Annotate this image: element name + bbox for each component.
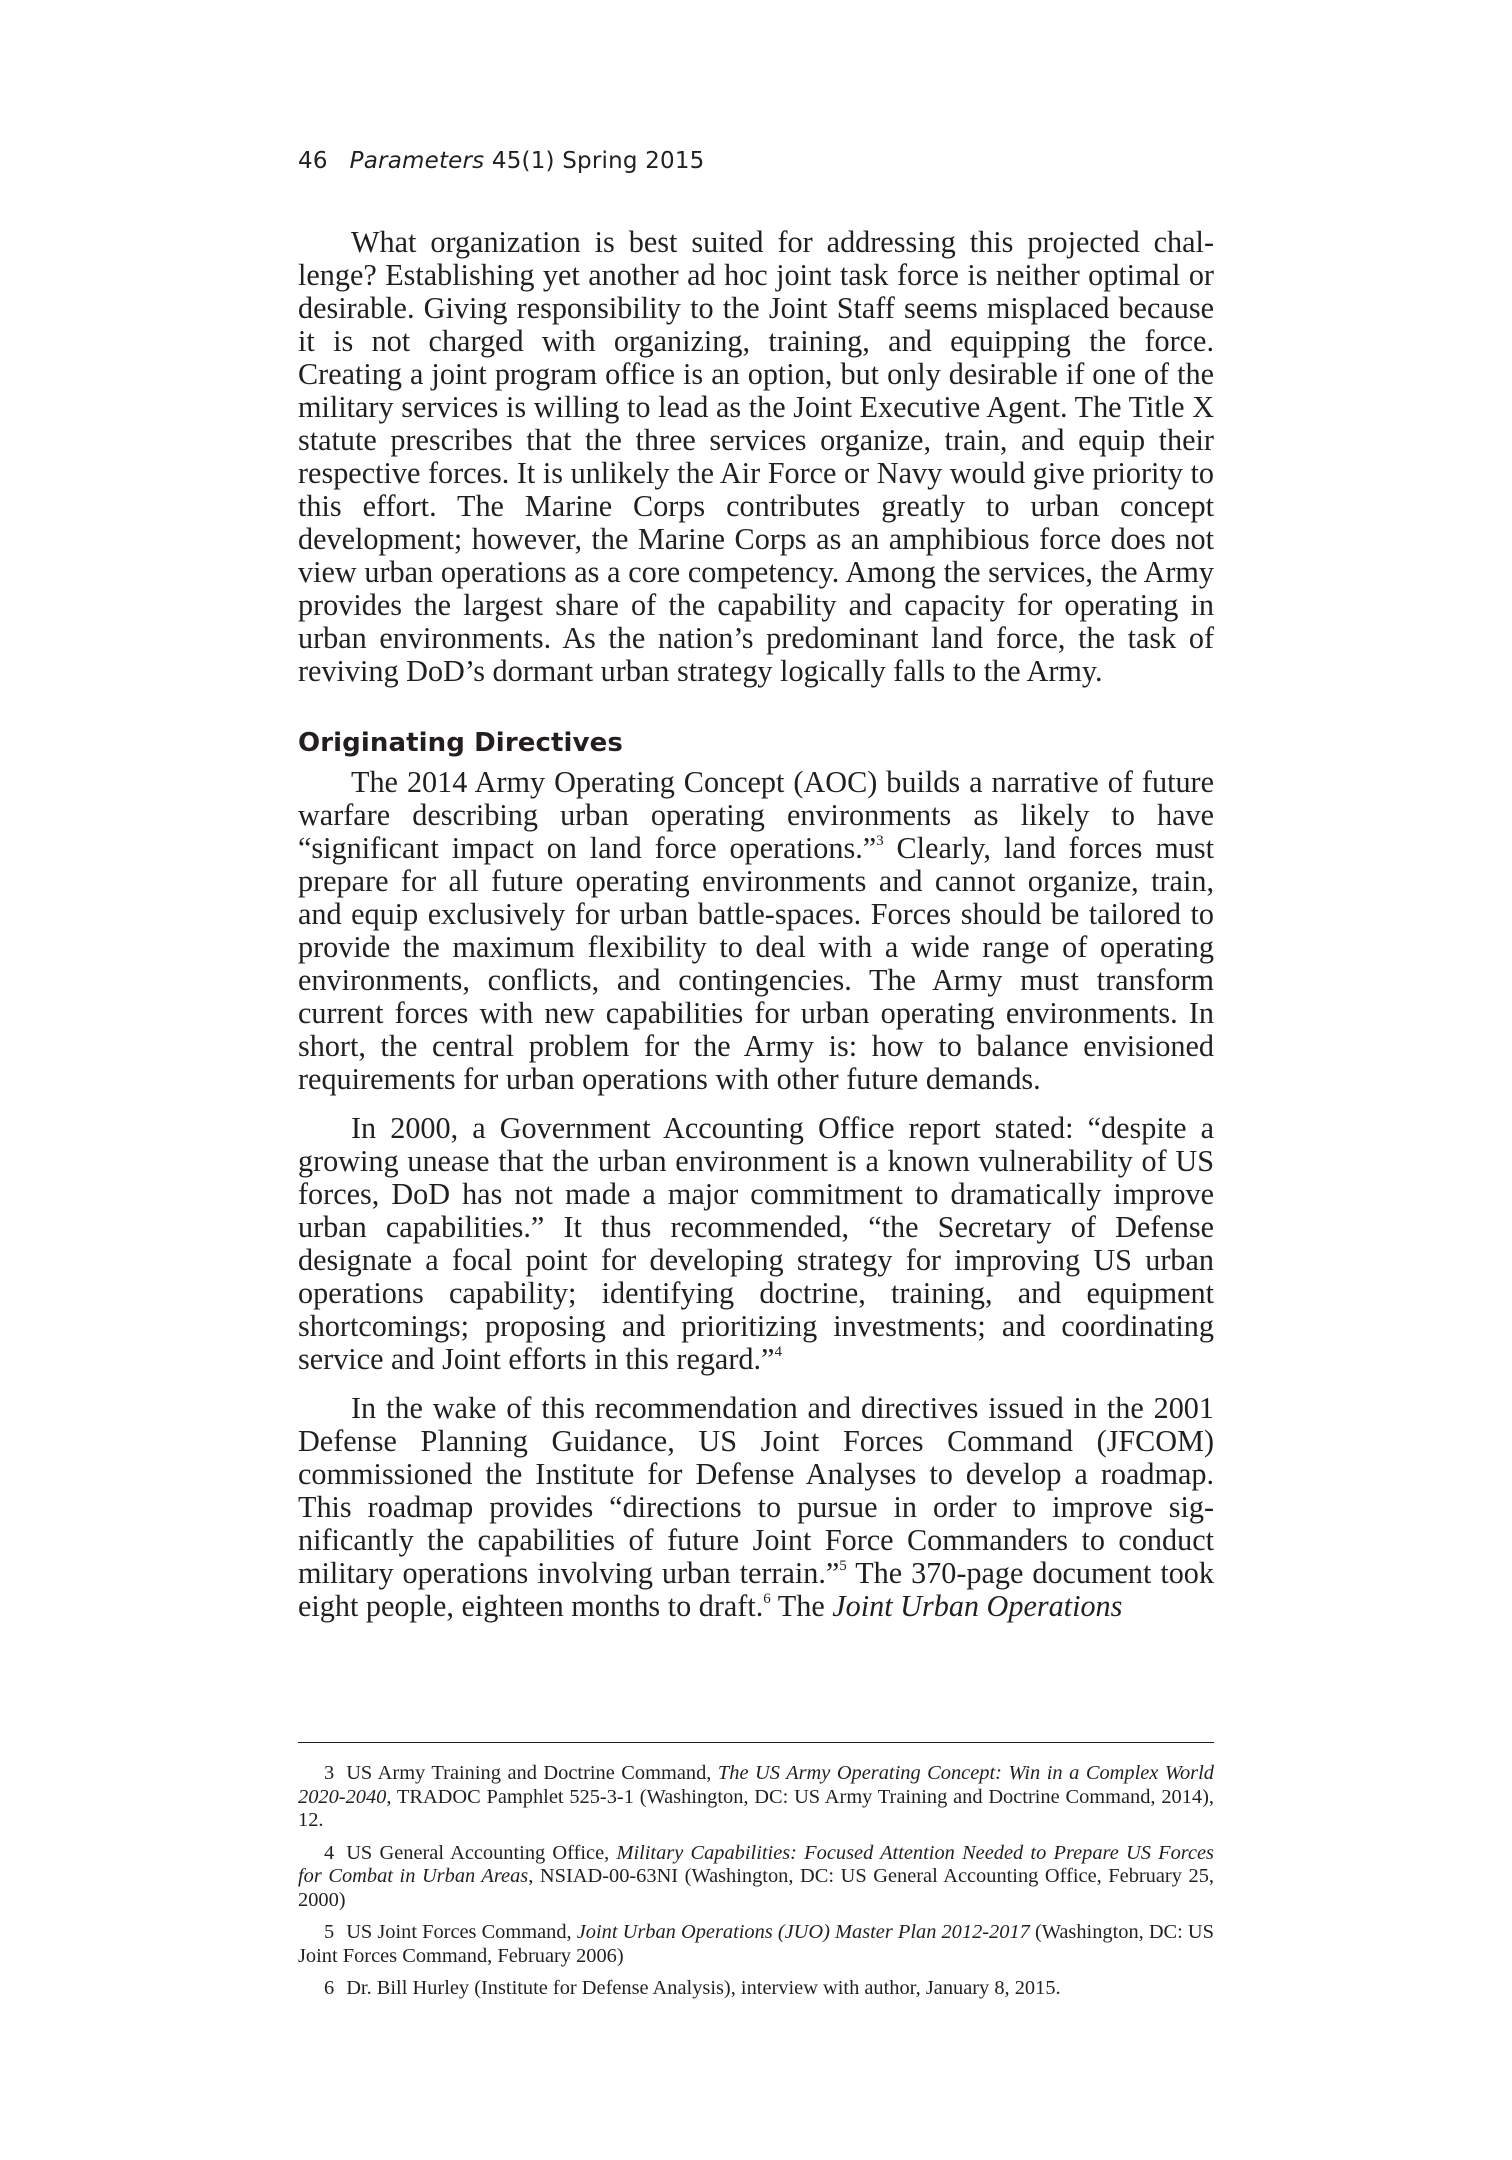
footnote-ref-3[interactable]: 3 [876, 833, 884, 849]
footnote-title: Military Capabilities: Focused Attention Needed to Prepare US Forces for Combat in Urban Areas [298, 1841, 1214, 1887]
paragraph-4 [298, 1392, 1214, 1623]
paragraph-4-text-a: In the wake of this recommendation and directives issued in the 2001 Defense Planning Guidance, US Joint Forces Command (JFCOM) commissioned the Institute for Defense Analyses to develop a roadmap. This roadmap provides “directions to pursue in order to improve significantly the capabilities of future Joint Force Commanders to conduct military operations involving urban terrain.” [298, 1391, 1214, 1590]
footnote-ref-5[interactable]: 5 [839, 1558, 847, 1574]
paragraph-3-text: In 2000, a Government Accounting Office report stated: “despite a growing unease that the urban environment is a known vulnerability of US forces, DoD has not made a major commitment to dramatically improve urban capabilities.” It thus recommended, “the Secretary of Defense designate a focal point for developing strategy for improving US urban operations capability; identifying doctrine, training, and equipment shortcomings; proposing and prioritizing investments; and coordinating service and Joint efforts in this regard.” [298, 1111, 1214, 1376]
footnote-title: The US Army Operating Concept: Win in a Complex World 2020-2040 [298, 1762, 1214, 1808]
footnote-text: US Joint Forces Command, [346, 1921, 577, 1943]
footnote-divider [298, 1742, 1214, 1743]
paragraph-2-text-b: Clearly, land forces must prepare for all future operating environments and cannot organize, train, and equip exclusively for urban battle-spaces. Forces should be tailored to provide the maximum flexibility to deal with a wide range of operating environments, conflicts, and contingencies. The Army must transform current forces with new capabilities for urban operating environments. In short, the central problem for the Army is: how to balance envisioned requirements for urban operations with other future demands. [298, 831, 1214, 1096]
footnote-4 [298, 1842, 1214, 1913]
paragraph-1: What organization is best suited for addressing this projected challenge? Establishing yet another ad hoc joint task force is neither optimal or desirable. Giving responsibility to the Joint Staff seems misplaced because it is not charged with organizing, training, and equipping the force. Creating a joint program office is an option, but only desirable if one of the military services is willing to lead as the Joint Executive Agent. The Title X statute prescribes that the three services organize, train, and equip their respective forces. It is unlikely the Air Force or Navy would give priority to this effort. The Marine Corps contributes greatly to urban concept development; however, the Marine Corps as an amphibious force does not view urban operations as a core competency. Among the services, the Army provides the largest share of the capability and capacity for operating in urban environments. As the nation’s predominant land force, the task of reviving DoD’s dormant urban strategy logically falls to the Army. [298, 225, 1214, 688]
document-page [298, 0, 1214, 2160]
footnote-text: US General Accounting Office, [346, 1841, 617, 1864]
running-head [298, 148, 705, 174]
footnote-3 [298, 1762, 1214, 1833]
paragraph-4-italic-title: Joint Urban Operations [832, 1589, 1123, 1623]
footnote-number: 4 [324, 1841, 335, 1864]
article-body [298, 226, 1214, 1623]
footnote-title: Joint Urban Operations (JUO) Master Plan 2012-2017 [576, 1921, 1030, 1943]
footnote-text: US Army Training and Doctrine Command, [346, 1762, 718, 1784]
footnote-number: 5 [324, 1921, 335, 1943]
footnote-6 [298, 1977, 1214, 2001]
journal-title: Parameters [349, 148, 485, 174]
footnote-number: 6 [324, 1977, 335, 1999]
paragraph-4-text-b: The 370-page document took eight people, eighteen months to draft. [298, 1556, 1214, 1623]
footnote-5 [298, 1921, 1214, 1968]
footnote-text: , TRADOC Pamphlet 525-3-1 (Washington, DC: US Army Training and Doctrine Command, 2014), 12. [298, 1785, 1214, 1831]
paragraph-2 [298, 766, 1214, 1096]
page-number: 46 [298, 148, 328, 174]
footnotes [298, 1762, 1214, 2010]
footnote-ref-4[interactable]: 4 [774, 1344, 782, 1360]
paragraph-4-text-c: The [770, 1589, 833, 1623]
footnote-ref-6[interactable]: 6 [763, 1591, 771, 1607]
footnote-text: , NSIAD-00-63NI (Washington, DC: US General Accounting Office, February 25, 2000) [298, 1865, 1214, 1911]
section-heading: Originating Directives [298, 728, 623, 758]
paragraph-3 [298, 1112, 1214, 1376]
footnote-number: 3 [324, 1762, 335, 1784]
journal-issue: 45(1) Spring 2015 [491, 148, 705, 174]
footnote-text: (Washington, DC: US Joint Forces Command, February 2006) [298, 1921, 1214, 1967]
paragraph-2-text-a: The 2014 Army Operating Concept (AOC) builds a narrative of future warfare describing urban operating environments as likely to have “significant impact on land force operations.” [298, 765, 1214, 865]
footnote-text: Dr. Bill Hurley (Institute for Defense Analysis), interview with author, January 8, 2015. [346, 1977, 1061, 1999]
